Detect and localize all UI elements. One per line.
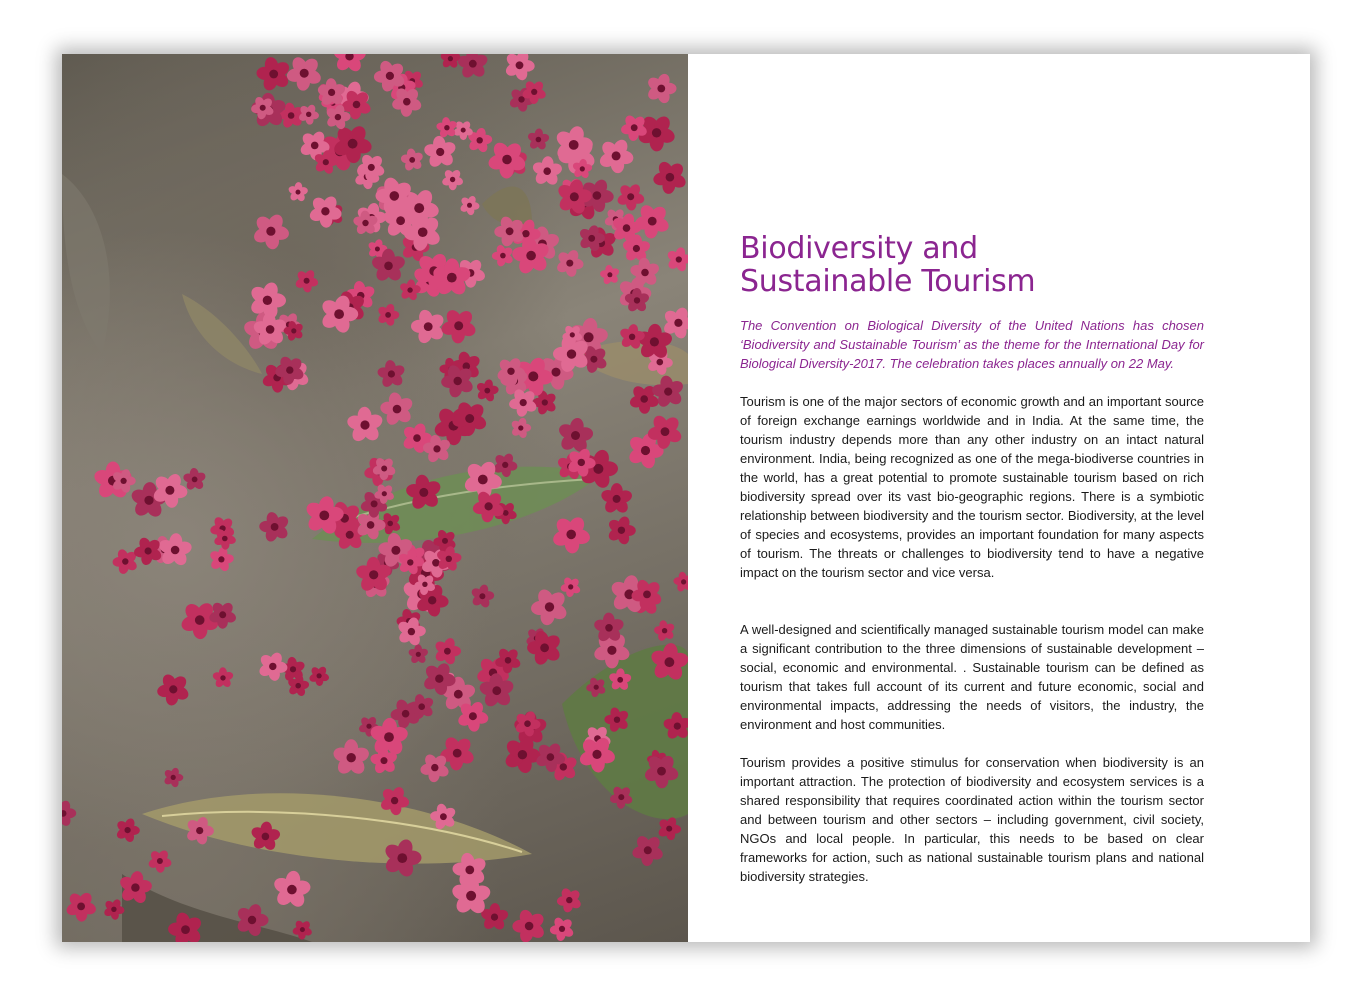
- flower: [492, 244, 515, 268]
- flower: [459, 195, 480, 216]
- flower: [377, 303, 400, 327]
- flower: [657, 816, 682, 841]
- flower: [156, 672, 190, 706]
- flower: [439, 735, 476, 771]
- flower: [470, 584, 495, 609]
- flower: [259, 511, 291, 544]
- flower: [646, 72, 677, 104]
- flower: [65, 890, 97, 921]
- flower: [673, 571, 688, 593]
- flower: [433, 637, 461, 666]
- flower: [208, 546, 234, 572]
- flower: [182, 468, 206, 492]
- flowers-on-water-photo: [62, 54, 688, 942]
- flower: [115, 817, 140, 843]
- flower: [441, 168, 464, 190]
- title-line-1: Biodiversity and: [740, 231, 978, 266]
- flower: [440, 307, 478, 343]
- flower: [287, 182, 308, 203]
- flower: [531, 156, 563, 187]
- flower: [308, 665, 330, 686]
- flower: [530, 587, 569, 626]
- flower: [286, 55, 323, 92]
- flower: [436, 117, 458, 139]
- flower: [163, 767, 184, 788]
- flower: [555, 248, 584, 277]
- flower: [62, 799, 76, 827]
- flower: [256, 56, 292, 93]
- flower: [504, 54, 536, 81]
- flower: [400, 148, 424, 172]
- body-paragraph-3: Tourism provides a positive stimulus for conservation when biodiversity is an important attraction. The protection of biodiversity and ecosystem services is a shared responsibility that requires coordinated action within the tourism sector and between tourism and other sectors – including government, civil society, NGOs and local people. In particular, this needs to be based on clear frameworks for action, such as national sustainable tourism plans and national biodiversity strategies.: [740, 755, 1204, 884]
- flower: [380, 391, 415, 427]
- flower: [599, 264, 620, 285]
- brochure-spread: [62, 54, 1310, 942]
- flower: [257, 651, 288, 682]
- flower: [512, 908, 546, 942]
- flower: [510, 417, 531, 439]
- flower: [103, 898, 125, 920]
- flower: [212, 667, 235, 689]
- flower: [654, 619, 676, 642]
- flower: [527, 128, 550, 151]
- flower: [456, 54, 489, 80]
- flower: [332, 739, 371, 776]
- flower: [475, 379, 499, 403]
- flower: [294, 268, 319, 292]
- flower: [147, 849, 172, 873]
- title-line-2: Sustainable Tourism: [740, 264, 1036, 299]
- flower: [666, 246, 688, 272]
- page-title: [740, 232, 1160, 298]
- body-paragraph-1: Tourism is one of the major sectors of economic growth and an important source of foreign exchange earnings worldwide and in India. At the same time, the tourism industry depends more than any other industry on an intact natural environment. India, being recognized as one of the mega-biodiverse countries in the world, has a great potential to promote sustainable tourism based on rich biodiversity spread over its vast bio-geographic regions. There is a symbiotic relationship between biodiversity and the tourism sector. Biodiversity, at the level of species and ecosystems, provides an important foundation for many aspects of tourism. The threats or challenges to biodiversity tend to have a negative impact on the tourism sector and vice versa.: [740, 394, 1204, 580]
- intro-paragraph: The Convention on Biological Diversity of the United Nations has chosen ‘Biodiversity and Sustainable Tourism’ as the theme for the International Day for Biological Diversity-2017. The celebration takes places annually on 22 May.: [740, 318, 1204, 371]
- flower: [308, 194, 343, 228]
- flower: [606, 515, 635, 546]
- flower: [272, 870, 312, 910]
- flower: [652, 159, 688, 194]
- flower: [557, 417, 594, 454]
- flower: [560, 576, 582, 597]
- flower: [598, 137, 635, 174]
- flower: [423, 135, 457, 169]
- flower: [549, 916, 575, 942]
- body-paragraph-2: A well-designed and scientifically managed sustainable tourism model can make a significant contribution to the three dimensions of sustainable development – social, economic and environmental. . Sustainable tourism can be defined as tourism that takes full account of its current and future economic, social and environmental impacts, addressing the needs of visitors, the industry, the environment and host communities.: [740, 622, 1204, 732]
- flower: [377, 360, 407, 389]
- flower: [616, 182, 645, 211]
- flowers-illustration: [62, 54, 688, 942]
- flower: [556, 887, 582, 913]
- flower: [634, 203, 671, 239]
- flower: [252, 212, 290, 250]
- flower: [600, 483, 634, 515]
- flower: [332, 54, 367, 74]
- flower: [408, 644, 429, 664]
- flower: [411, 308, 446, 345]
- flower: [551, 514, 592, 554]
- flower: [346, 406, 385, 444]
- text-page: [688, 54, 1310, 942]
- flower: [631, 834, 665, 867]
